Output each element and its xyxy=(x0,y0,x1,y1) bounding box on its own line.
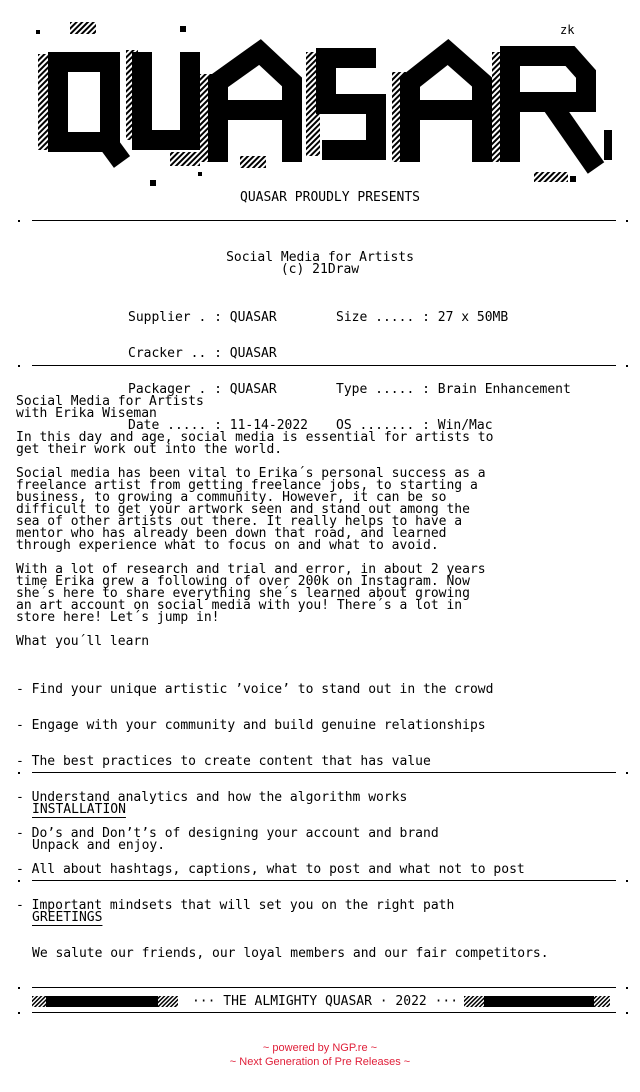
greetings-text: We salute our friends, our loyal members and our fair competitors. xyxy=(32,946,549,961)
divider xyxy=(32,880,616,881)
greetings-heading: GREETINGS xyxy=(32,910,103,925)
list-item: - Find your unique artistic ’voice’ to stand out in the crowd xyxy=(16,682,494,697)
rule-dot xyxy=(18,365,20,367)
description-paragraph: Social media has been vital to Erika´s personal success as a freelance artist from getting freelance jobs, to starting a business, to growing a community. However, it can be so difficult to get your artwork seen and stand out among the sea of other artists out there. It really helps to have a mentor who has already been down that road, and learned through experience what to focus on and what to avoid. xyxy=(16,466,486,553)
rule-dot xyxy=(18,220,20,222)
release-copyright: (c) 21Draw xyxy=(280,262,360,277)
quasar-ascii-logo xyxy=(30,22,616,188)
learn-heading: What you´ll learn xyxy=(16,634,150,649)
info-supplier: Supplier . : QUASAR xyxy=(128,310,277,325)
rule-dot xyxy=(18,1012,20,1014)
installation-heading: INSTALLATION xyxy=(32,802,126,817)
rule-dot xyxy=(626,220,628,222)
presents-line: QUASAR PROUDLY PRESENTS xyxy=(240,190,421,205)
rule-dot xyxy=(626,987,628,989)
list-item: - Important mindsets that will set you on the right path xyxy=(16,898,455,913)
installation-text: Unpack and enjoy. xyxy=(32,838,166,853)
rule-dot xyxy=(18,880,20,882)
rule-dot xyxy=(626,880,628,882)
info-date: Date ..... : 11-14-2022 xyxy=(128,418,309,433)
list-item: - The best practices to create content that has value xyxy=(16,754,431,769)
banner-bar-left xyxy=(32,996,178,1007)
info-cracker: Cracker .. : QUASAR xyxy=(128,346,277,361)
banner-text: ··· THE ALMIGHTY QUASAR · 2022 ··· xyxy=(191,994,459,1009)
description-heading: Social Media for Artists with Erika Wiseman xyxy=(16,394,204,421)
release-title: Social Media for Artists xyxy=(226,250,414,265)
description-paragraph: In this day and age, social media is essential for artists to get their work out into the world. xyxy=(16,430,494,457)
rule-dot xyxy=(626,1012,628,1014)
info-type: Type ..... : Brain Enhancement xyxy=(336,382,571,397)
list-item: - Engage with your community and build genuine relationships xyxy=(16,718,486,733)
info-os: OS ....... : Win/Mac xyxy=(336,418,493,433)
list-item: - Understand analytics and how the algorithm works xyxy=(16,790,408,805)
description-paragraph: With a lot of research and trial and error, in about 2 years time Erika grew a following of over 200k on Instagram. Now she´s here to share everything she´s learned about growing an art account on social media with you! There´s a lot in store here! Let´s jump in! xyxy=(16,562,486,625)
info-right xyxy=(336,288,571,444)
logo-tag: zk xyxy=(560,23,575,37)
divider xyxy=(32,772,616,773)
rule-dot xyxy=(626,772,628,774)
divider xyxy=(32,365,616,366)
logo-letters xyxy=(58,52,596,168)
list-item: - Do’s and Don’t’s of designing your account and brand xyxy=(16,826,439,841)
info-size: Size ..... : 27 x 50MB xyxy=(336,310,509,325)
footer-powered-by: ~ powered by NGP.re ~ xyxy=(262,1042,378,1054)
learn-list xyxy=(16,660,525,924)
info-blank xyxy=(336,348,571,360)
list-item: - All about hashtags, captions, what to post and what not to post xyxy=(16,862,525,877)
rule-dot xyxy=(18,987,20,989)
divider xyxy=(32,987,616,988)
info-packager: Packager . : QUASAR xyxy=(128,382,277,397)
banner-bar-right xyxy=(464,996,610,1007)
divider xyxy=(32,220,616,221)
rule-dot xyxy=(18,772,20,774)
rule-dot xyxy=(626,365,628,367)
footer-tagline: ~ Next Generation of Pre Releases ~ xyxy=(229,1056,411,1068)
divider xyxy=(32,1012,616,1013)
